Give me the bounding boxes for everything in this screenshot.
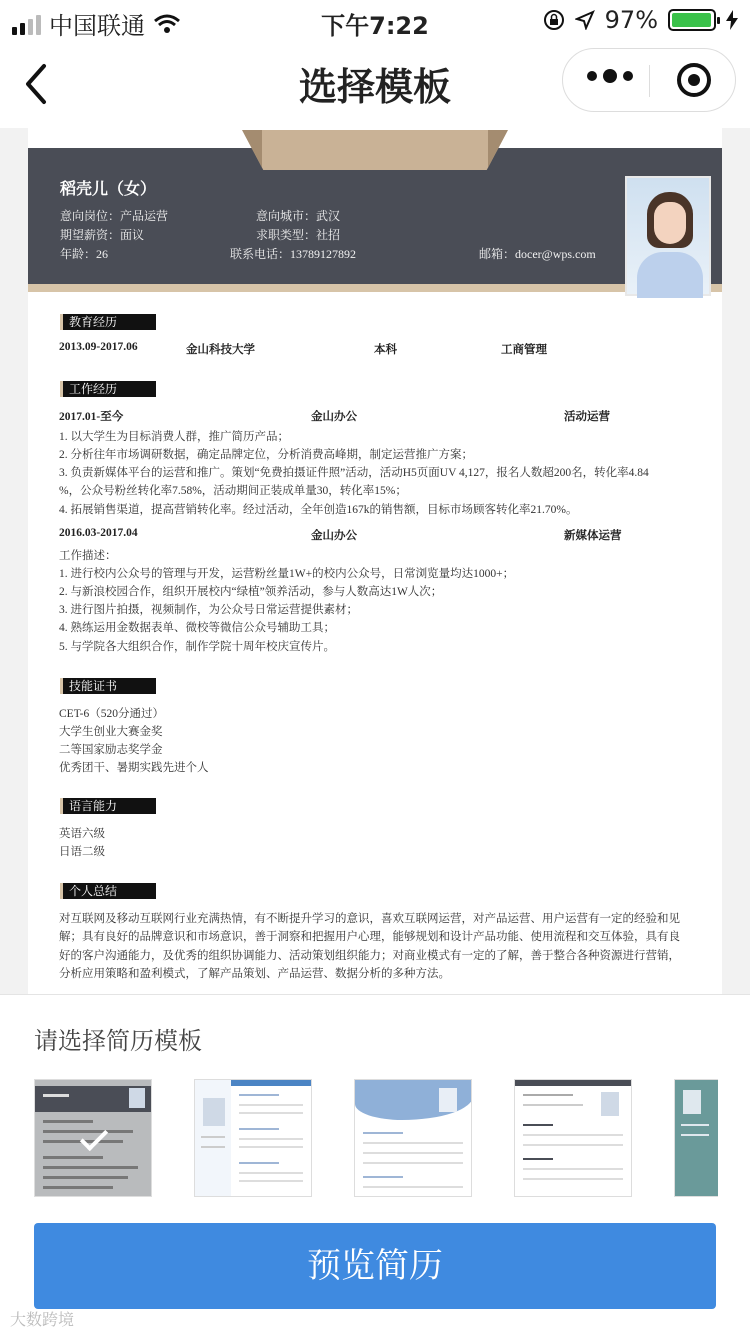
location-arrow-icon — [575, 10, 595, 30]
section-language: 语言能力 — [60, 798, 156, 814]
work1-role: 活动运营 — [564, 411, 610, 423]
section-skills: 技能证书 — [60, 678, 156, 694]
work2-line: 2. 与新浪校园合作，组织开展校内“绿植”领养活动，参与人数高达1W人次； — [59, 586, 443, 598]
nav-bar — [0, 40, 750, 128]
status-right — [543, 6, 738, 34]
resume-name: 稻壳儿（女） — [60, 181, 157, 198]
work1-line: 1. 以大学生为目标消费人群，推广简历产品； — [59, 431, 289, 443]
orientation-lock-icon — [543, 9, 565, 31]
intended-position: 意向岗位：产品运营 — [60, 209, 169, 223]
work2-role: 新媒体运营 — [564, 530, 622, 542]
email: 邮箱：docer@wps.com — [479, 247, 596, 261]
skill-item: 大学生创业大赛金奖 — [59, 726, 163, 738]
phone: 联系电话：13789127892 — [230, 247, 357, 261]
template-thumb-4[interactable] — [514, 1079, 632, 1197]
watermark: 大数跨境 — [10, 1310, 75, 1329]
status-time: 下午7:22 — [321, 12, 429, 40]
battery-icon — [668, 9, 716, 31]
profile-photo — [625, 176, 711, 296]
work1-line: 4. 拓展销售渠道，提高营销转化率。经过活动，全年创造167k的销售额，目标市场顾客转化率21.70%。 — [59, 504, 578, 516]
section-summary: 个人总结 — [60, 883, 156, 899]
selected-check-icon — [80, 1123, 108, 1151]
summary-text: 对互联网及移动互联网行业充满热情，有不断提升学习的意识，喜欢互联网运营，对产品运营、用户运营有一定的经验和见解；具有良好的品牌意识和市场意识，善于洞察和把握用户心理，能够规划和设计产品功能、使用流程和交互体验，具有良好的客户沟通能力，及优秀的组织协调能力、活动策划组织能力；对商业模式有一定的了解，善于整合各种资源进行营销，分析应用策略和盈利模式，了解产品策划、产品运营、数据分析的多种方法。 — [59, 913, 680, 981]
expected-salary: 期望薪资：面议 — [60, 228, 145, 242]
language-item: 英语六级 — [59, 828, 105, 840]
template-thumb-2[interactable] — [194, 1079, 312, 1197]
edu-major: 工商管理 — [501, 344, 547, 356]
mini-program-capsule — [562, 48, 736, 112]
picker-label: 请选择简历模板 — [34, 1027, 202, 1055]
work1-line: %，公众号粉丝转化率7.58%，活动期间正装成单量30，转化率15%； — [59, 485, 407, 497]
work1-line: 3. 负责新媒体平台的运营和推广。策划“免费拍摄证件照”活动，活动H5页面UV 4,127，报名人数超200名，转化率4.84 — [59, 467, 649, 479]
battery-fill — [672, 13, 711, 27]
skill-item: 二等国家励志奖学金 — [59, 744, 163, 756]
work1-company: 金山办公 — [311, 411, 357, 423]
work1-period: 2017.01-至今 — [59, 411, 124, 423]
language-item: 日语二级 — [59, 846, 105, 858]
job-type: 求职类型：社招 — [256, 228, 341, 242]
work2-period: 2016.03-2017.04 — [59, 527, 138, 539]
template-thumb-1[interactable] — [34, 1079, 152, 1197]
work2-line: 1. 进行校内公众号的管理与开发，运营粉丝量1W+的校内公众号，日常浏览量均达1000+； — [59, 568, 515, 580]
carrier-label: 中国联通 — [49, 12, 145, 40]
template-thumb-5[interactable] — [674, 1079, 718, 1197]
header-tan-strip — [28, 284, 722, 292]
section-education: 教育经历 — [60, 314, 156, 330]
intended-city: 意向城市：武汉 — [256, 209, 341, 223]
thumb-name-line — [43, 1094, 69, 1097]
age: 年龄：26 — [60, 247, 109, 261]
charging-bolt-icon — [726, 10, 738, 30]
battery-percent: 97% — [604, 6, 658, 34]
work2-line: 工作描述： — [59, 550, 117, 562]
template-picker — [0, 994, 750, 1334]
status-bar — [0, 0, 750, 40]
work2-line: 4. 熟练运用金数据表单、微校等微信公众号辅助工具； — [59, 622, 335, 634]
edu-school: 金山科技大学 — [186, 344, 255, 356]
work2-line: 3. 进行图片拍摄，视频制作，为公众号日常运营提供素材； — [59, 604, 358, 616]
skill-item: CET-6（520分通过） — [59, 708, 164, 720]
more-dots-icon[interactable] — [587, 71, 633, 83]
preview-resume-button[interactable]: 预览简历 — [34, 1223, 716, 1309]
resume-preview — [28, 128, 722, 994]
section-work: 工作经历 — [60, 381, 156, 397]
target-circle-icon[interactable] — [677, 63, 711, 97]
template-thumb-3[interactable] — [354, 1079, 472, 1197]
header-ribbon — [242, 130, 508, 170]
work1-line: 2. 分析往年市场调研数据，确定品牌定位，分析消费高峰期，制定运营推广方案； — [59, 449, 473, 461]
work2-line: 5. 与学院各大组织合作，制作学院十周年校庆宣传片。 — [59, 641, 335, 653]
edu-period: 2013.09-2017.06 — [59, 341, 138, 353]
page-title: 选择模板 — [298, 65, 451, 109]
work2-company: 金山办公 — [311, 530, 357, 542]
capsule-divider — [649, 65, 650, 97]
skill-item: 优秀团干、暑期实践先进个人 — [59, 762, 209, 774]
edu-degree: 本科 — [374, 344, 397, 356]
